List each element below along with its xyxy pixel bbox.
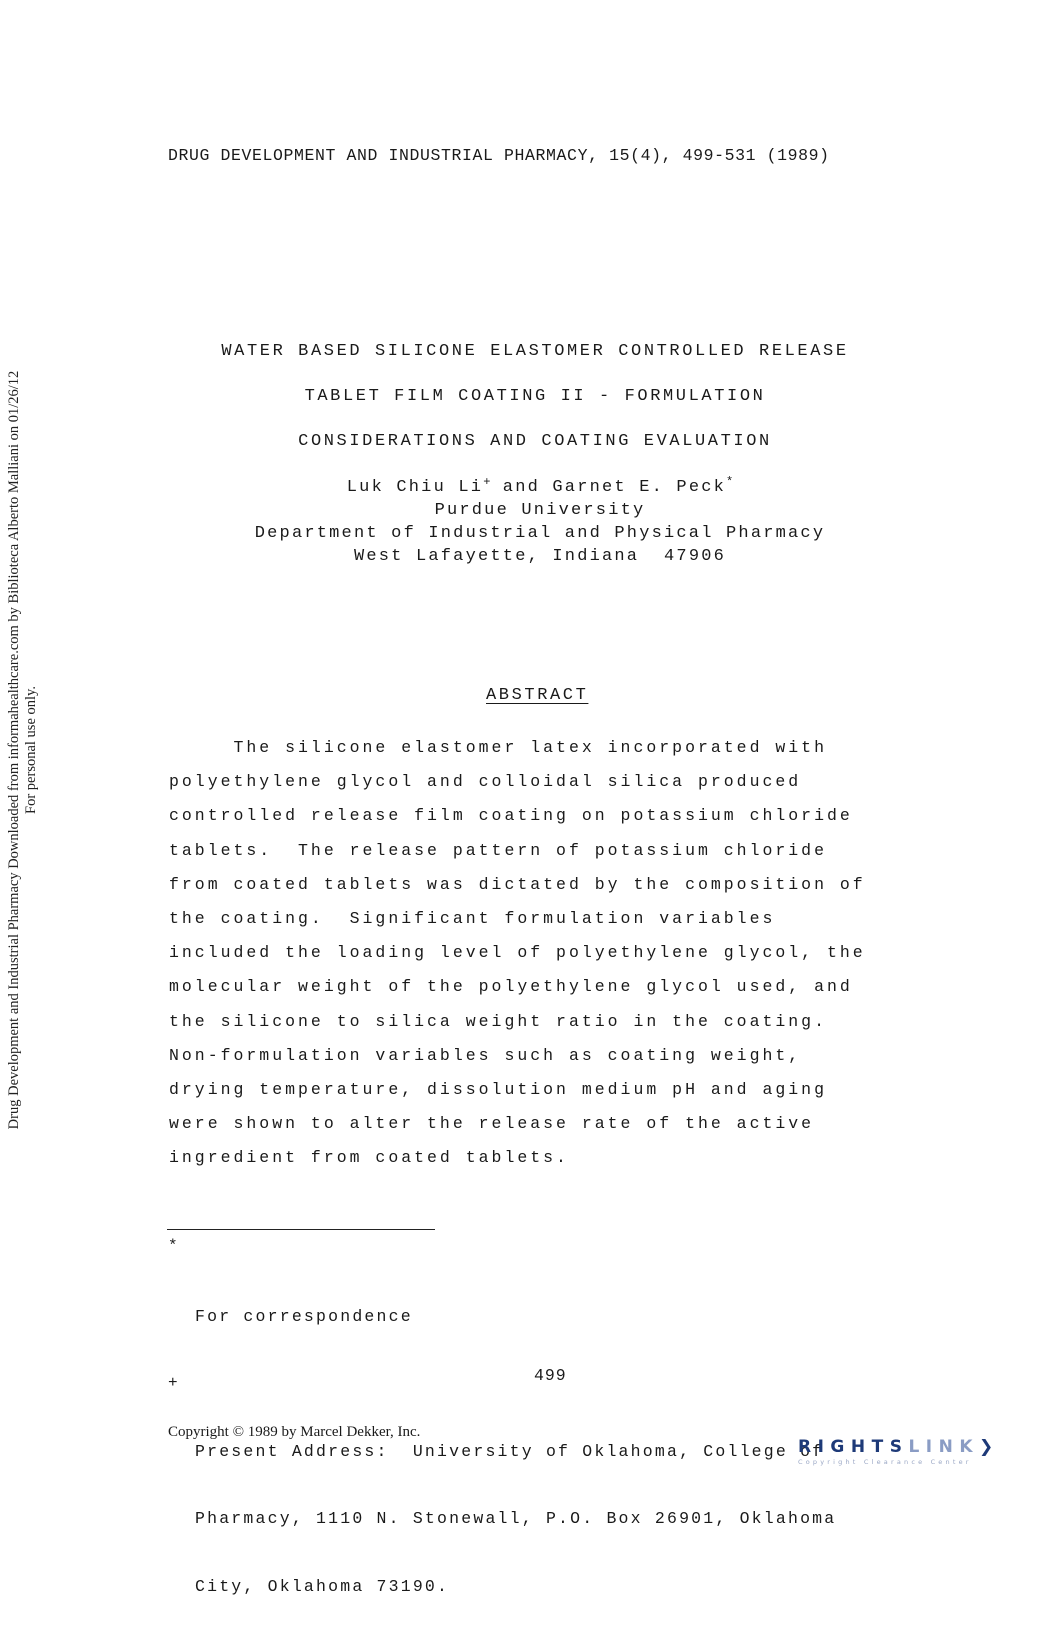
title-line-2: TABLET FILM COATING II - FORMULATION (304, 387, 766, 406)
copyright-notice: Copyright © 1989 by Marcel Dekker, Inc. (168, 1424, 421, 1440)
abstract-heading: ABSTRACT (486, 686, 589, 705)
footnote-text: Present Address: University of Oklahoma, College of (195, 1441, 825, 1461)
watermark-line-1: Drug Development and Industrial Pharmacy Downloaded from informahealthcare.com by Biblioteca Alberto Malliani on 01/26/12 (6, 370, 22, 1130)
abstract-line: the coating. Significant formulation variables (169, 908, 776, 928)
title-line-1: WATER BASED SILICONE ELASTOMER CONTROLLED RELEASE (221, 342, 849, 361)
title-line-3: CONSIDERATIONS AND COATING EVALUATION (298, 432, 772, 451)
address: West Lafayette, Indiana 47906 (353, 547, 727, 566)
abstract-line: the silicone to silica weight ratio in the coating. (169, 1011, 827, 1031)
abstract-line: molecular weight of the polyethylene glycol used, and (169, 977, 853, 997)
author-2: Garnet E. Peck (552, 478, 727, 497)
department: Department of Industrial and Physical Pharmacy (254, 524, 826, 543)
rightslink-wordmark (798, 1437, 1038, 1457)
journal-header: DRUG DEVELOPMENT AND INDUSTRIAL PHARMACY, 15(4), 499-531 (1989) (168, 146, 830, 165)
abstract-line: were shown to alter the release rate of the active (169, 1114, 815, 1134)
author-names (0, 475, 1050, 497)
abstract-line: Non-formulation variables such as coating weight, (169, 1045, 802, 1065)
author-conjunction: and (490, 478, 553, 497)
author-1-footnote-mark: + (483, 475, 491, 489)
institution: Purdue University (434, 501, 646, 520)
footnote-divider (167, 1229, 435, 1230)
abstract-line: tablets. The release pattern of potassium chloride (169, 840, 827, 860)
rightslink-logo[interactable] (798, 1437, 1038, 1466)
abstract-line: The silicone elastomer latex incorporated with (169, 738, 827, 757)
footnote-text: For correspondence (195, 1306, 413, 1326)
author-1: Luk Chiu Li (346, 478, 484, 497)
abstract-line: drying temperature, dissolution medium pH and aging (169, 1079, 827, 1099)
abstract-line: from coated tablets was dictated by the composition of (169, 874, 866, 894)
author-2-footnote-mark: * (726, 475, 734, 489)
side-watermark (6, 310, 40, 1190)
abstract-line: ingredient from coated tablets. (169, 1148, 569, 1168)
abstract-line: controlled release film coating on potassium chloride (169, 806, 853, 826)
abstract-body (169, 731, 929, 1175)
abstract-line: polyethylene glycol and colloidal silica produced (169, 772, 802, 792)
footnote-correspondence (168, 1238, 836, 1373)
footnote-mark-plus: + (168, 1374, 180, 1392)
page-number: 499 (534, 1366, 567, 1385)
footnote-text: Pharmacy, 1110 N. Stonewall, P.O. Box 26901, Oklahoma (195, 1509, 837, 1528)
abstract-line: included the loading level of polyethylene glycol, the (169, 943, 866, 963)
rightslink-arrow-icon: ❯ (979, 1437, 994, 1457)
footnote-mark-asterisk: * (168, 1237, 180, 1255)
footnote-text: City, Oklahoma 73190. (195, 1576, 450, 1596)
watermark-line-2: For personal use only. (23, 686, 39, 814)
footnote-present-address (168, 1373, 836, 1643)
rightslink-link-text: LINK (908, 1437, 979, 1457)
rightslink-tagline: Copyright Clearance Center (798, 1458, 972, 1466)
rightslink-rights-text: RIGHTS (798, 1437, 909, 1457)
